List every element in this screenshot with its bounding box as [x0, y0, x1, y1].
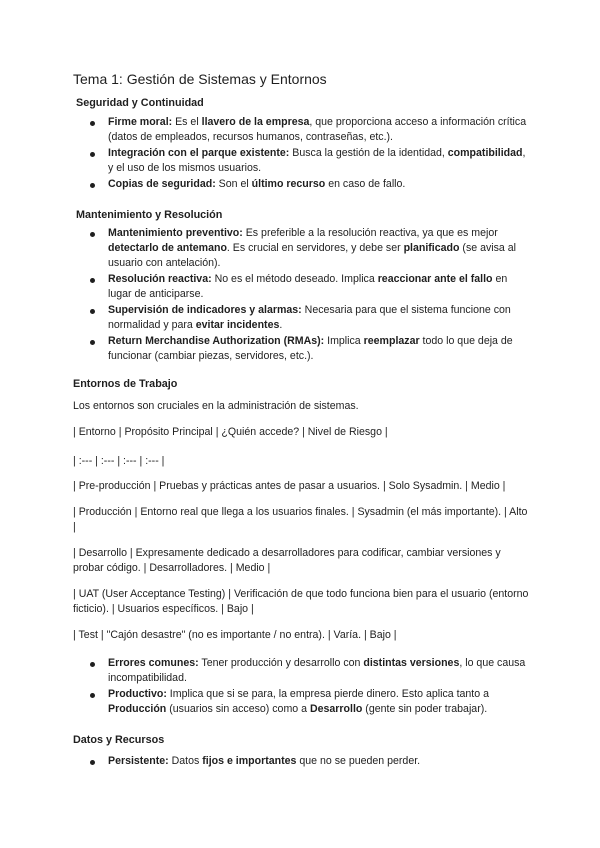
table-line-desarrollo: | Desarrollo | Expresamente dedicado a desarrolladores para codificar, cambiar versiones y probar código. | Desarrolladores. | Medio |: [73, 547, 501, 574]
list-item: Productivo: Implica que si se para, la empresa pierde dinero. Esto aplica tanto a Producción (usuarios sin acceso) como a Desarrollo (gente sin poder trabajar).: [73, 687, 533, 717]
table-line-produccion: | Producción | Entorno real que llega a los usuarios finales. | Sysadmin (el más importante). | Alto |: [73, 506, 528, 533]
list-item: Errores comunes: Tener producción y desarrollo con distintas versiones, lo que causa incompatibilidad.: [73, 656, 533, 686]
heading-mantenimiento: Mantenimiento y Resolución: [76, 209, 223, 221]
list-item: Persistente: Datos fijos e importantes que no se pueden perder.: [73, 754, 533, 769]
list-entornos: [73, 656, 533, 718]
list-item: Firme moral: Es el llavero de la empresa, que proporciona acceso a información crítica (datos de empleados, recursos humanos, contraseñas, etc.).: [73, 115, 533, 145]
list-seguridad: [73, 115, 533, 193]
heading-seguridad: Seguridad y Continuidad: [76, 97, 204, 109]
table-line-preproduccion: | Pre-producción | Pruebas y prácticas antes de pasar a usuarios. | Solo Sysadmin. | Medio |: [73, 480, 506, 492]
entornos-intro: Los entornos son cruciales en la administración de sistemas.: [73, 400, 359, 412]
list-item: Return Merchandise Authorization (RMAs): Implica reemplazar todo lo que deja de funcionar (cambiar piezas, servidores, etc.).: [73, 334, 533, 364]
heading-datos: Datos y Recursos: [73, 734, 165, 746]
list-datos: [73, 754, 533, 770]
table-line-test: | Test | "Cajón desastre" (no es importante / no entra). | Varía. | Bajo |: [73, 629, 397, 641]
list-item: Copias de seguridad: Son el último recurso en caso de fallo.: [73, 177, 533, 192]
heading-entornos: Entornos de Trabajo: [73, 378, 178, 390]
list-item: Resolución reactiva: No es el método deseado. Implica reaccionar ante el fallo en lugar de anticiparse.: [73, 272, 533, 302]
list-item: Mantenimiento preventivo: Es preferible a la resolución reactiva, ya que es mejor detectarlo de antemano. Es crucial en servidores, y debe ser planificado (se avisa al usuario con antelación).: [73, 226, 533, 271]
table-line-uat: | UAT (User Acceptance Testing) | Verificación de que todo funciona bien para el usuario (entorno ficticio). | Usuarios específicos. | Bajo |: [73, 588, 529, 615]
table-line-separator: | :--- | :--- | :--- | :--- |: [73, 455, 165, 467]
list-mantenimiento: [73, 226, 533, 365]
table-line-header: | Entorno | Propósito Principal | ¿Quién accede? | Nivel de Riesgo |: [73, 426, 388, 438]
list-item: Integración con el parque existente: Busca la gestión de la identidad, compatibilidad, y el uso de los mismos usuarios.: [73, 146, 533, 176]
list-item: Supervisión de indicadores y alarmas: Necesaria para que el sistema funcione con normalidad y para evitar incidentes.: [73, 303, 533, 333]
page-title: Tema 1: Gestión de Sistemas y Entornos: [73, 71, 327, 87]
